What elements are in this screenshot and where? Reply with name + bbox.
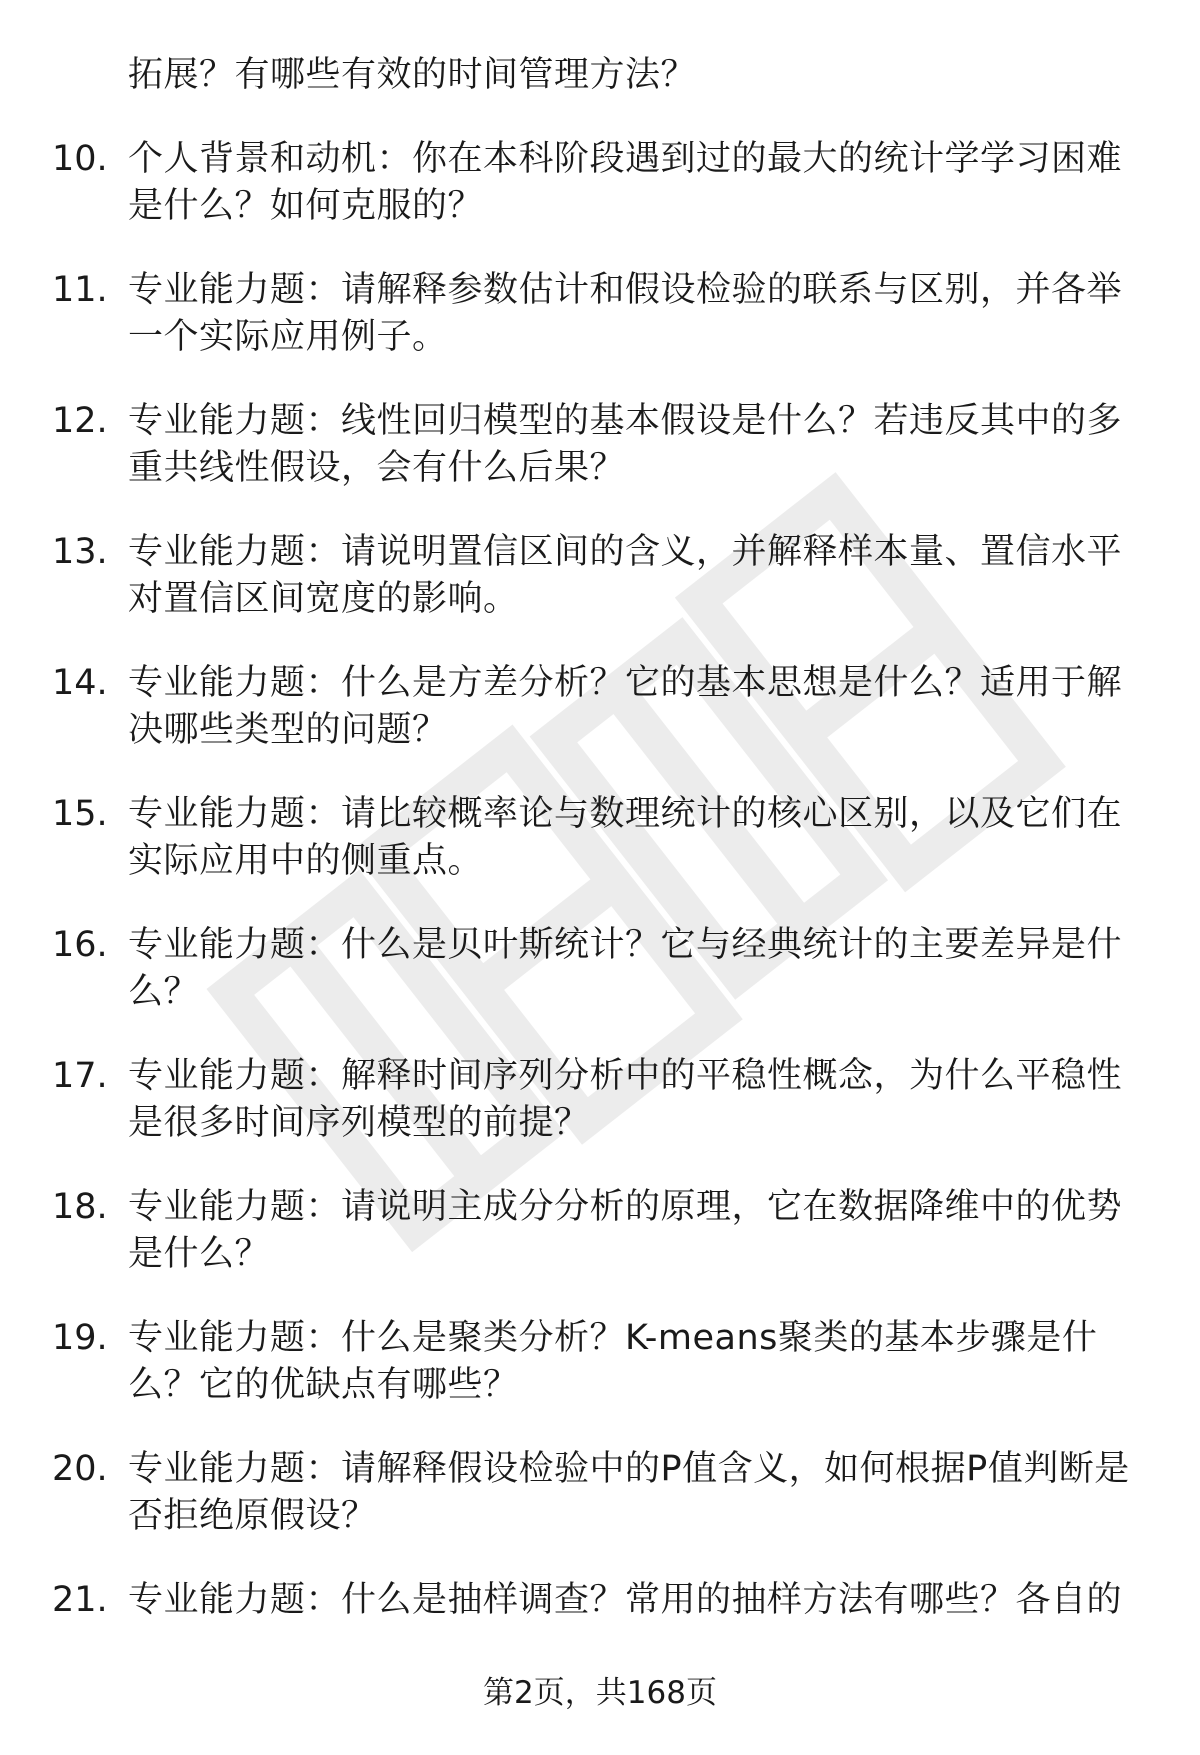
- question-text-line: 专业能力题：线性回归模型的基本假设是什么？若违反其中的多: [128, 401, 1123, 441]
- question-text-line: 决哪些类型的问题？: [128, 710, 448, 750]
- question-content: [0, 52, 1200, 1671]
- question-item: [0, 1446, 1200, 1540]
- question-number: 10.: [52, 139, 108, 179]
- question-text-line: 专业能力题：请解释假设检验中的P值含义，如何根据P值判断是: [128, 1449, 1130, 1489]
- continued-question-text: 拓展？有哪些有效的时间管理方法？: [128, 55, 697, 95]
- page-number-footer: 第2页，共168页: [483, 1675, 717, 1711]
- question-number: 16.: [52, 925, 108, 965]
- question-item: [0, 660, 1200, 754]
- question-text-line: 一个实际应用例子。: [128, 317, 448, 357]
- question-list: [0, 136, 1200, 1671]
- question-text-line: 专业能力题：解释时间序列分析中的平稳性概念，为什么平稳性: [128, 1056, 1123, 1096]
- question-text-line: 个人背景和动机：你在本科阶段遇到过的最大的统计学学习困难: [128, 139, 1123, 179]
- question-text-line: 对置信区间宽度的影响。: [128, 579, 519, 619]
- question-item: [0, 267, 1200, 361]
- question-item: [0, 1053, 1200, 1147]
- question-text-line: 专业能力题：什么是贝叶斯统计？它与经典统计的主要差异是什: [128, 925, 1123, 965]
- question-text-line: 是什么？如何克服的？: [128, 186, 484, 226]
- question-text-line: 重共线性假设，会有什么后果？: [128, 448, 626, 488]
- question-text-line: 实际应用中的侧重点。: [128, 841, 484, 881]
- question-number: 15.: [52, 794, 108, 834]
- question-text-line: 专业能力题：请说明置信区间的含义，并解释样本量、置信水平: [128, 532, 1123, 572]
- question-item: [0, 1577, 1200, 1671]
- question-number: 20.: [52, 1449, 108, 1489]
- question-text-line: 专业能力题：请解释参数估计和假设检验的联系与区别，并各举: [128, 270, 1123, 310]
- question-text-line: 么？: [128, 972, 200, 1012]
- question-item: [0, 136, 1200, 230]
- question-text-line: 专业能力题：什么是抽样调查？常用的抽样方法有哪些？各自的: [128, 1580, 1123, 1620]
- question-number: 12.: [52, 401, 108, 441]
- question-number: 11.: [52, 270, 108, 310]
- question-text-line: 是什么？: [128, 1234, 271, 1274]
- question-text-line: 专业能力题：请说明主成分分析的原理，它在数据降维中的优势: [128, 1187, 1123, 1227]
- question-text-line: 专业能力题：什么是方差分析？它的基本思想是什么？适用于解: [128, 663, 1123, 703]
- question-text-line: 么？它的优缺点有哪些？: [128, 1365, 519, 1405]
- question-number: 13.: [52, 532, 108, 572]
- question-number: 14.: [52, 663, 108, 703]
- question-number: 19.: [52, 1318, 108, 1358]
- question-number: 17.: [52, 1056, 108, 1096]
- question-text-line: 否拒绝原假设？: [128, 1496, 377, 1536]
- question-text-line: 是很多时间序列模型的前提？: [128, 1103, 590, 1143]
- question-item: [0, 1184, 1200, 1278]
- question-item: [0, 529, 1200, 623]
- question-item: [0, 922, 1200, 1016]
- question-text-line: 专业能力题：请比较概率论与数理统计的核心区别，以及它们在: [128, 794, 1123, 834]
- question-item: [0, 1315, 1200, 1409]
- question-item: [0, 791, 1200, 885]
- question-number: 18.: [52, 1187, 108, 1227]
- question-item: [0, 398, 1200, 492]
- question-number: 21.: [52, 1580, 108, 1620]
- question-text-line: 专业能力题：什么是聚类分析？K-means聚类的基本步骤是什: [128, 1318, 1098, 1358]
